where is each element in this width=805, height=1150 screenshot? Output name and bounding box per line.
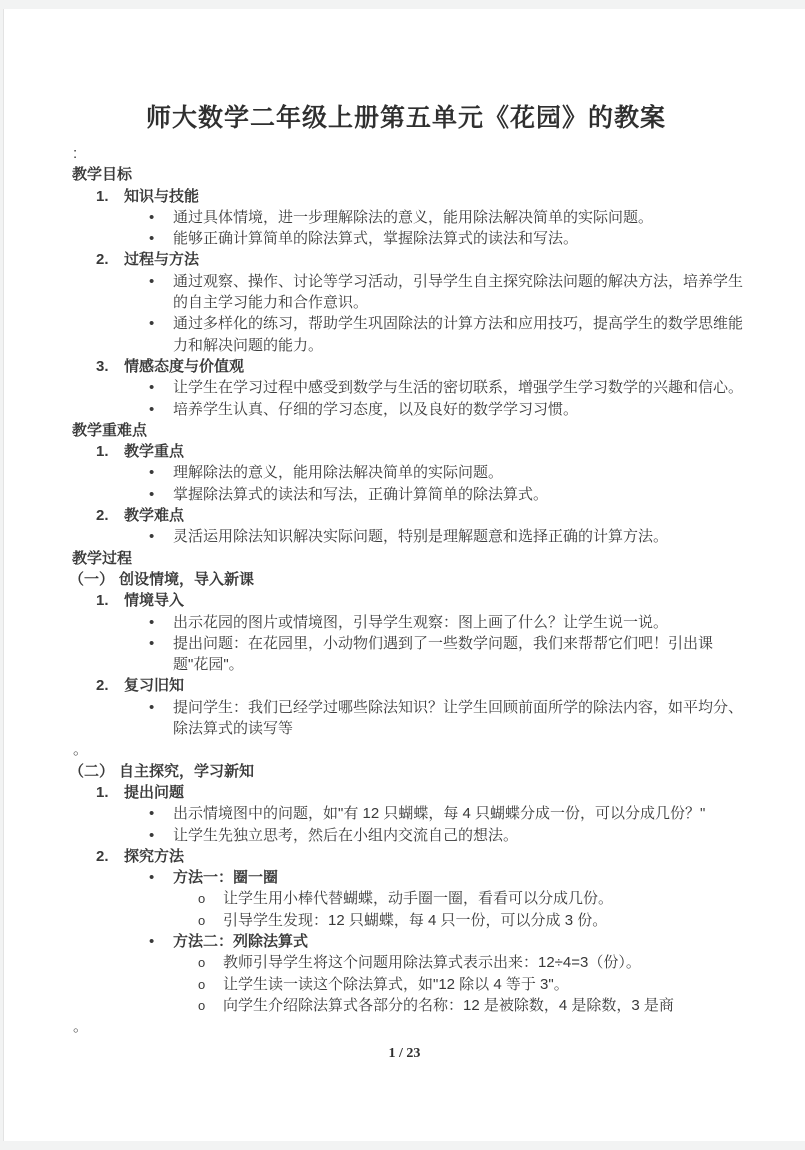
sub-bullet-text: 让学生用小棒代替蝴蝶，动手圈一圈，看看可以分成几份。	[223, 890, 614, 908]
bullet-item	[69, 825, 743, 846]
bullet-icon: •	[149, 400, 155, 418]
bullet-text: 培养学生认真、仔细的学习态度，以及良好的数学学习习惯。	[173, 400, 579, 418]
list-number: 3.	[96, 357, 109, 375]
numbered-item	[69, 356, 743, 377]
bullet-item	[69, 484, 743, 505]
bullet-icon: •	[149, 379, 155, 397]
item-label: 提出问题	[124, 783, 185, 801]
bullet-item	[69, 462, 743, 483]
bullet-icon: •	[149, 485, 155, 503]
list-number: 2.	[96, 507, 109, 525]
list-number: 2.	[96, 847, 109, 865]
list-number: 2.	[96, 251, 109, 269]
circle-bullet-icon: o	[198, 891, 206, 907]
bullet-icon: •	[149, 869, 155, 887]
section-heading: 教学过程	[72, 549, 133, 567]
circle-bullet-icon: o	[198, 955, 206, 971]
document-page	[3, 9, 805, 1141]
bullet-item	[69, 867, 743, 888]
bullet-text: 掌握除法算式的读法和写法，正确计算简单的除法算式。	[173, 485, 549, 503]
list-number: 1.	[96, 187, 109, 205]
bullet-icon: •	[149, 464, 155, 482]
bullet-text: 提问学生：我们已经学过哪些除法知识？让学生回顾前面所学的除法内容，如平均分、除法算式的读写等	[173, 698, 744, 738]
sub-section-heading	[69, 569, 743, 590]
bullet-text: 理解除法的意义，能用除法解决简单的实际问题。	[173, 464, 504, 482]
paragraph: 。	[73, 741, 89, 759]
bullet-text: 让学生在学习过程中感受到数学与生活的密切联系，增强学生学习数学的兴趣和信心。	[173, 379, 744, 397]
bullet-icon: •	[149, 932, 155, 950]
numbered-item	[69, 505, 743, 526]
list-number: 2.	[96, 677, 109, 695]
sub-bullet-text: 教师引导学生将这个问题用除法算式表示出来：12÷4=3（份）。	[223, 954, 641, 972]
bullet-icon: •	[149, 613, 155, 631]
heading-label: 自主探究，学习新知	[119, 762, 255, 780]
sub-bullet-item	[69, 952, 743, 973]
numbered-item	[69, 441, 743, 462]
bullet-text: 提出问题：在花园里，小动物们遇到了一些数学问题，我们来帮帮它们吧！引出课题"花园"。	[173, 634, 714, 674]
sub-bullet-item	[69, 974, 743, 995]
bullet-icon: •	[149, 528, 155, 546]
bullet-icon: •	[149, 805, 155, 823]
page-number-indicator: 1 / 23	[388, 1046, 421, 1061]
sub-bullet-item	[69, 888, 743, 909]
item-label: 教学难点	[124, 507, 185, 525]
bullet-item	[69, 313, 743, 356]
numbered-item	[69, 590, 743, 611]
item-label: 情感态度与价值观	[124, 357, 245, 375]
bullet-text: 通过具体情境，进一步理解除法的意义，能用除法解决简单的实际问题。	[173, 208, 654, 226]
bullet-item	[69, 228, 743, 249]
sub-bullet-text: 向学生介绍除法算式各部分的名称：12 是被除数，4 是除数，3 是商	[223, 996, 674, 1014]
bullet-item	[69, 803, 743, 824]
item-label: 教学重点	[124, 443, 185, 461]
paragraph: :	[73, 145, 78, 162]
document-title: 师大数学二年级上册第五单元《花园》的教案	[145, 104, 666, 132]
bullet-text: 能够正确计算简单的除法算式，掌握除法算式的读法和写法。	[173, 230, 579, 248]
bullet-item	[69, 377, 743, 398]
numbered-item	[69, 846, 743, 867]
item-label: 过程与方法	[124, 251, 200, 269]
bullet-item	[69, 931, 743, 952]
bullet-icon: •	[149, 698, 155, 716]
item-label: 探究方法	[124, 847, 185, 865]
sub-bullet-text: 引导学生发现：12 只蝴蝶，每 4 只一份，可以分成 3 份。	[223, 911, 608, 929]
bullet-text: 方法二：列除法算式	[173, 932, 309, 950]
bullet-text: 让学生先独立思考，然后在小组内交流自己的想法。	[173, 826, 519, 844]
bullet-item	[69, 612, 743, 633]
sub-bullet-item	[69, 995, 743, 1016]
item-label: 知识与技能	[124, 187, 200, 205]
bullet-text: 通过观察、操作、讨论等学习活动，引导学生自主探究除法问题的解决方法，培养学生的自主学习能力和合作意识。	[173, 272, 744, 312]
item-label: 复习旧知	[124, 677, 185, 695]
list-number: 1.	[96, 592, 109, 610]
bullet-text: 灵活运用除法知识解决实际问题，特别是理解题意和选择正确的计算方法。	[173, 528, 669, 546]
numbered-item	[69, 186, 743, 207]
list-number: （二）	[69, 762, 115, 780]
numbered-item	[69, 249, 743, 270]
circle-bullet-icon: o	[198, 997, 206, 1013]
circle-bullet-icon: o	[198, 976, 206, 992]
bullet-text: 出示情境图中的问题，如"有 12 只蝴蝶，每 4 只蝴蝶分成一份，可以分成几份？"	[173, 805, 706, 823]
bullet-text: 出示花园的图片或情境图，引导学生观察：图上画了什么？让学生说一说。	[173, 613, 669, 631]
list-number: 1.	[96, 443, 109, 461]
sub-bullet-item	[69, 910, 743, 931]
numbered-item	[69, 782, 743, 803]
heading-label: 创设情境，导入新课	[119, 570, 255, 588]
bullet-icon: •	[149, 272, 155, 290]
paragraph: 。	[73, 1018, 89, 1036]
document-content	[69, 143, 743, 1037]
bullet-icon: •	[149, 634, 155, 652]
bullet-item	[69, 207, 743, 228]
bullet-item	[69, 526, 743, 547]
bullet-text: 通过多样化的练习，帮助学生巩固除法的计算方法和应用技巧，提高学生的数学思维能力和解决问题的能力。	[173, 315, 744, 354]
section-heading: 教学重难点	[72, 421, 148, 439]
list-number: （一）	[69, 570, 115, 588]
sub-bullet-text: 让学生读一读这个除法算式，如"12 除以 4 等于 3"。	[223, 975, 569, 993]
sub-section-heading	[69, 761, 743, 782]
bullet-item	[69, 633, 743, 676]
bullet-icon: •	[149, 315, 155, 333]
item-label: 情境导入	[124, 592, 185, 610]
bullet-icon: •	[149, 826, 155, 844]
bullet-item	[69, 697, 743, 740]
document-body	[4, 9, 805, 1141]
bullet-icon: •	[149, 230, 155, 248]
bullet-item	[69, 399, 743, 420]
numbered-item	[69, 675, 743, 696]
list-number: 1.	[96, 783, 109, 801]
section-heading: 教学目标	[72, 166, 133, 184]
bullet-text: 方法一：圈一圈	[173, 869, 279, 887]
bullet-item	[69, 271, 743, 314]
bullet-icon: •	[149, 208, 155, 226]
circle-bullet-icon: o	[198, 912, 206, 928]
